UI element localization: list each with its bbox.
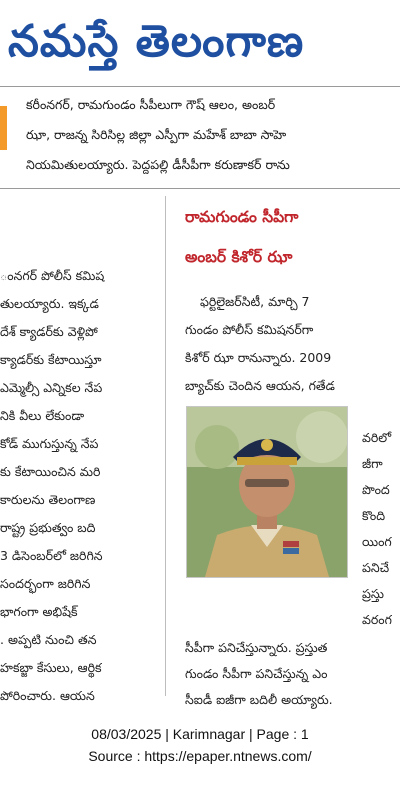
footer-date-edition: 08/03/2025 | Karimnagar | Page : 1	[91, 726, 309, 742]
column-divider	[165, 196, 166, 696]
left-column-line: . అప్పటి నుంచి తన	[0, 632, 97, 647]
right-column-line: ఫర్టిలైజర్‌సిటీ, మార్చి 7	[200, 294, 310, 309]
right-side-line: ప్రస్తు	[362, 586, 384, 601]
right-side-line: పనిచే	[362, 560, 390, 575]
right-side-line: జీగా	[362, 456, 383, 471]
right-column-line: కిశోర్ ఝా రానున్నారు. 2009	[185, 350, 332, 365]
intro-line: నియమితులయ్యారు. పెద్దపల్లి డీసీపీగా కరుణాకర్ రాను	[26, 157, 290, 172]
right-side-line: పొంద	[362, 482, 390, 497]
headline-line: అంబర్ కిశోర్ ఝా	[185, 248, 293, 266]
left-column-line: కు కేటాయించిన మరి	[0, 464, 101, 479]
left-column-line: ంనగర్ పోలీస్ కమిష	[0, 268, 105, 283]
left-column-line: కోడ్ ముగుస్తున్న నేప	[0, 436, 99, 451]
left-column-line: సందర్భంగా జరిగిన	[0, 576, 91, 591]
left-column-line: భాగంగా అభిషేక్	[0, 604, 78, 619]
left-column-line: క్యాడర్‌కు కేటాయిస్తూ	[0, 352, 102, 367]
right-column-line: గుండం పోలీస్ కమిషనర్‌గా	[185, 322, 314, 337]
right-column-line: సీపీగా పనిచేస్తున్నారు. ప్రస్తుత	[185, 640, 328, 655]
left-column-line: ఎమ్మెల్సీ ఎన్నికల నేప	[0, 380, 103, 395]
left-column-line: పోరించారు. ఆయన	[0, 688, 95, 703]
accent-bar	[0, 106, 7, 150]
right-side-line: వరంగ	[362, 612, 392, 627]
right-side-line: కొంది	[362, 508, 386, 523]
right-column-line: బ్యాచ్‌కు చెందిన ఆయన, గతేడ	[185, 378, 335, 393]
left-column-line: తులయ్యారు. ఇక్కడ	[0, 296, 99, 311]
right-side-line: యింగ	[362, 534, 392, 549]
intro-line: ఝా, రాజన్న సిరిసిల్ల జిల్లా ఎస్పీగా మహేశ్ బాబా సాహె	[26, 127, 287, 142]
left-column-line: హకబ్జా కేసులు, ఆర్థిక	[0, 660, 102, 675]
left-column-line: 3 డిసెంబర్‌లో జరిగిన	[0, 548, 103, 563]
headline-line: రామగుండం సీపీగా	[185, 208, 299, 226]
officer-portrait-illustration	[187, 407, 347, 577]
masthead-rule	[0, 86, 400, 87]
footer-source: Source : https://epaper.ntnews.com/	[88, 748, 312, 764]
intro-line: కరీంనగర్, రామగుండం సీపీలుగా గౌష్ ఆలం, అంబర్	[26, 97, 276, 112]
right-column-line: గుండం సీపీగా పనిచేస్తున్న ఎం	[185, 666, 328, 681]
left-column-line: కారులను తెలంగాణ	[0, 492, 96, 507]
right-column-line: సీఐడీ ఐజీగా బదిలీ అయ్యారు.	[185, 692, 333, 707]
left-column-line: రాష్ట్ర ప్రభుత్వం బది	[0, 520, 96, 535]
left-column-line: నికి వీలు లేకుండా	[0, 408, 85, 423]
left-column-line: దేశ్ క్యాడర్‌కు వెళ్లిపో	[0, 324, 98, 339]
section-rule	[0, 188, 400, 189]
masthead: నమస్తే తెలంగాణ	[8, 16, 305, 67]
officer-photo	[186, 406, 348, 578]
right-side-line: వరిలో	[362, 430, 392, 445]
